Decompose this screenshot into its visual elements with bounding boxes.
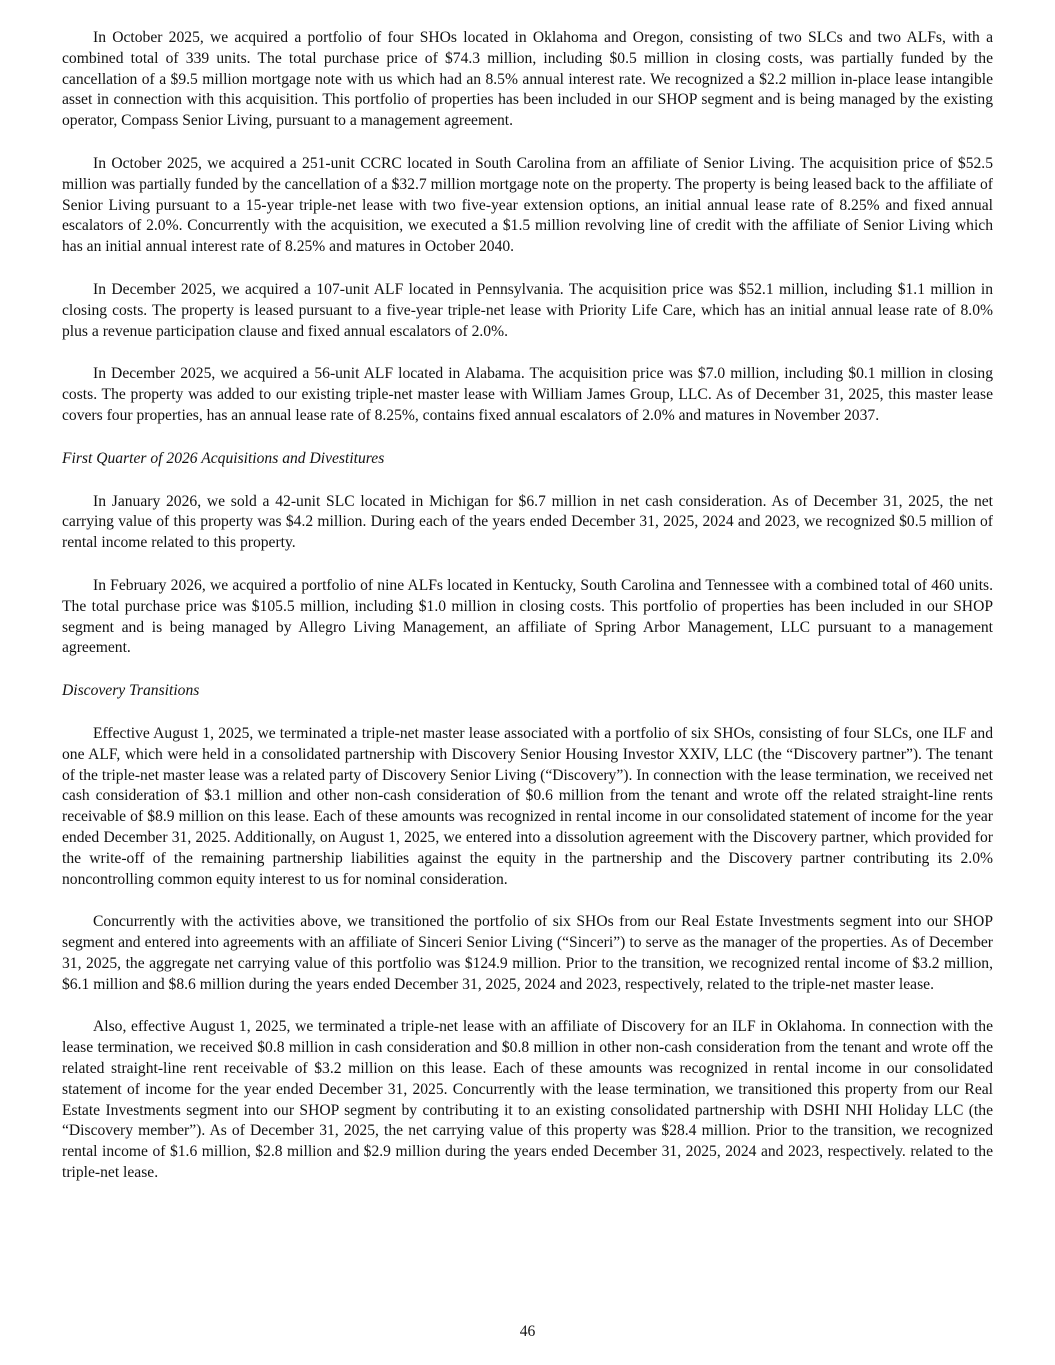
paragraph-ilf-oklahoma: Also, effective August 1, 2025, we terminated a triple-net lease with an affiliate of Discovery for an ILF in Oklahoma. In connection with the lease termination, we received $0.8 million in cash consideration and $0.8 million in other non-cash consideration from the tenant and wrote off the related straight-line rent receivable of $3.2 million on this lease. Each of these amounts was recognized in rental income in our consolidated statement of income for the year ended December 31, 2025. Concurrently with the lease termination, we transitioned this property from our Real Estate Investments segment into our SHOP segment by contributing it to an existing consolidated partnership with DSHI NHI Holiday LLC (the “Discovery member”). As of December 31, 2025, the net carrying value of this property was $28.4 million. Prior to the transition, we recognized rental income of $1.6 million, $2.8 million and $2.9 million during the years ended December 31, 2025, 2024 and 2023, respectively. related to the triple-net lease. [62,1018,993,1182]
document-page [62,28,993,1206]
heading-first-quarter-2026: First Quarter of 2026 Acquisitions and Divestitures [62,449,385,467]
paragraph-december-pennsylvania: In December 2025, we acquired a 107-unit ALF located in Pennsylvania. The acquisition price was $52.1 million, including $1.1 million in closing costs. The property is leased pursuant to a five-year triple-net lease with Priority Life Care, which has an initial annual lease rate of 8.0% plus a revenue participation clause and fixed annual escalators of 2.0%. [62,280,993,340]
paragraph-sinceri-transition: Concurrently with the activities above, we transitioned the portfolio of six SHOs from our Real Estate Investments segment into our SHOP segment and entered into agreements with an affiliate of Sinceri Senior Living (“Sinceri”) to serve as the manager of the properties. As of December 31, 2025, the aggregate net carrying value of this portfolio was $124.9 million. Prior to the transition, we recognized rental income of $3.2 million, $6.1 million and $8.6 million during the years ended December 31, 2025, 2024 and 2023, respectively, related to the triple-net master lease. [62,913,993,993]
heading-discovery-transitions: Discovery Transitions [62,682,200,700]
paragraph-october-ccrc: In October 2025, we acquired a 251-unit CCRC located in South Carolina from an affiliate of Senior Living. The acquisition price of $52.5 million was partially funded by the cancellation of a $32.7 million mortgage note on the property. The property is being leased back to the affiliate of Senior Living pursuant to a 15-year triple-net lease with two five-year extension options, an initial annual lease rate of 8.25% and fixed annual escalators of 2.0%. Concurrently with the acquisition, we executed a $1.5 million revolving line of credit with the affiliate of Senior Living which has an initial annual interest rate of 8.25% and matures in October 2040. [62,154,993,256]
paragraph-january-sale: In January 2026, we sold a 42-unit SLC located in Michigan for $6.7 million in net cash consideration. As of December 31, 2025, the net carrying value of this property was $4.2 million. During each of the years ended December 31, 2025, 2024 and 2023, we recognized $0.5 million of rental income related to this property. [62,492,993,552]
paragraph-february-acquisition: In February 2026, we acquired a portfolio of nine ALFs located in Kentucky, South Carolina and Tennessee with a combined total of 460 units. The total purchase price was $105.5 million, including $1.0 million in closing costs. This portfolio of properties has been included in our SHOP segment and is being managed by Allegro Living Management, an affiliate of Spring Arbor Management, LLC pursuant to a management agreement. [62,576,993,657]
paragraph-discovery-master-lease: Effective August 1, 2025, we terminated a triple-net master lease associated with a portfolio of six SHOs, consisting of four SLCs, one ILF and one ALF, which were held in a consolidated partnership with Discovery Senior Housing Investor XXIV, LLC (the “Discovery partner”). The tenant of the triple-net master lease was a related party of Discovery Senior Living (“Discovery”). In connection with the lease termination, we received net cash consideration of $3.1 million and other non-cash consideration of $0.6 million from the tenant and wrote off the related straight-line rents receivable of $8.9 million on this lease. Each of these amounts was recognized in rental income in our consolidated statement of income for the year ended December 31, 2025. Additionally, on August 1, 2025, we entered into a dissolution agreement with the Discovery partner, which provided for the write-off of the remaining partnership liabilities against the equity in the partnership and the Discovery partner contributing its 2.0% noncontrolling common equity interest to us for nominal consideration. [62,724,993,888]
paragraph-december-alabama: In December 2025, we acquired a 56-unit ALF located in Alabama. The acquisition price was $7.0 million, including $0.1 million in closing costs. The property was added to our existing triple-net master lease with William James Group, LLC. As of December 31, 2025, this master lease covers four properties, has an annual lease rate of 8.25%, contains fixed annual escalators of 2.0% and matures in November 2037. [62,365,993,424]
paragraph-october-shos: In October 2025, we acquired a portfolio of four SHOs located in Oklahoma and Oregon, consisting of two SLCs and two ALFs, with a combined total of 339 units. The total purchase price of $74.3 million, including $0.5 million in closing costs, was partially funded by the cancellation of a $9.5 million mortgage note with us which had an 8.5% annual interest rate. We recognized a $2.2 million in-place lease intangible asset in connection with this acquisition. This portfolio of properties has been included in our SHOP segment and is being managed by the existing operator, Compass Senior Living, pursuant to a management agreement. [62,29,993,130]
page-number: 46 [519,1323,536,1340]
